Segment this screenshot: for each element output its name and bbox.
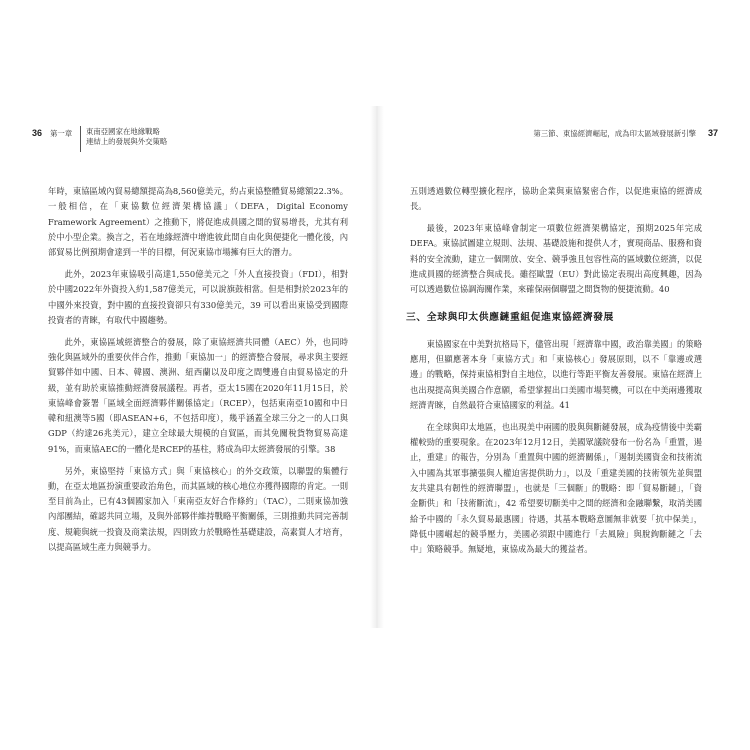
header-divider bbox=[80, 126, 81, 152]
book-title-line-1: 東南亞國家在地緣戰略 bbox=[86, 127, 160, 136]
right-body-text bbox=[406, 184, 702, 564]
left-body-text bbox=[48, 184, 348, 562]
paragraph: 在全球與印太地區，也出現美中兩國的股與與斷鏈發展，成為疫情後中美霸權較勁的重要現象。在2023年12月12日，美國眾議院發布一份名為「重置，遏止，重建」的報告，分別為「重置與中國的經濟關係」，「遏制美國資金和技術流入中國為其軍事擴張與人權迫害提供助力」，以及「重建美國的技術領先並與盟友共建具有韌性的經濟聯盟」，也就是「三個斷」的戰略：即「貿易斷鏈」，「資金斷供」和「技術斷流」，42 希望要切斷美中之間的經濟和金融聯繫，取消美國給予中國的「永久貿易最惠國」待遇，其基本戰略意圖無非就要「抗中保美」，降低中國崛起的競爭壓力，美國必須跟中國進行「去風險」與脫鉤斷鏈之「去中」策略競爭。無疑地，東協成為最大的獲益者。 bbox=[410, 421, 702, 555]
right-page-number: 37 bbox=[707, 128, 718, 138]
paragraph: 年時，東協區域內貿易總額提高為8,560億美元，約占東協整體貿易總額22.3%。一般相信，在「東協數位經濟架構協議」（DEFA，Digital Economy Framework Agreement）之推動下，將促進成員國之間的貿易增長，尤其有利於中小型企業。換言之，若在地緣經濟中增進彼此間自由化與便捷化一體化後，內部貿易比例預期會達到一半的目標，何況東協市場擁有巨大的潛力。 bbox=[48, 186, 348, 258]
paragraph: 另外，東協堅持「東協方式」與「東協核心」的外交政策，以聯盟的集體行動，在亞太地區扮演重要政治角色，而其區域的核心地位亦獲得國際的肯定。一則至目前為止，已有43個國家加入「東南亞友好合作條約」（TAC），二則東協加強內部團結，確認共同立場，及與外部夥伴維持戰略平衡關係，三則推動共同完善制度、規範與統一投資及商業法規，四則致力於戰略性基礎建設，高素質人才培育，以提高區域生產力與競爭力。 bbox=[48, 465, 348, 553]
book-title-line-2: 連結上的發展與外交策略 bbox=[86, 137, 168, 146]
section-heading: 三、全球與印太供應鏈重組促進東協經濟發展 bbox=[406, 311, 614, 323]
section-header-title: 第三節、東協經濟崛起，成為印太區域發展新引擎 bbox=[533, 129, 696, 138]
chapter-label: 第一章 bbox=[50, 129, 73, 138]
paragraph: 五則透過數位轉型擴化程序，協助企業與東協緊密合作，以促進東協的經濟成長。 bbox=[410, 186, 702, 212]
right-running-header bbox=[388, 126, 718, 162]
book-title bbox=[86, 127, 167, 147]
left-running-header bbox=[32, 126, 362, 162]
right-page bbox=[388, 106, 726, 628]
left-page-number: 36 bbox=[32, 128, 43, 138]
paragraph: 東協國家在中美對抗格局下，儘管出現「經濟靠中國，政治靠美國」的策略應用，但顯應著本身「東協方式」和「東協核心」發展原則，以不「靠邊或選邊」的戰略，保持東協相對自主地位，以進行等距平衡友善發展。東協在經濟上也出現提高與美國合作意願，希望掌握出口美國市場契機，可以在中美兩邊獲取經濟青睞，自然最符合東協國家的利益。41 bbox=[410, 338, 702, 411]
paragraph: 最後，2023年東協峰會制定一項數位經濟架構協定，預期2025年完成DEFA。東協試圖建立規則、法規、基礎設施和提供人才，實現商品、服務和資料的安全流動，建立一個開放、安全、競爭強且包容性高的區域數位經濟，以促進成員國的經濟整合與成長。雖徑歐盟（EU）對此協定表現出高度興趣，因為可以透過數位協調海關作業，來確保兩個聯盟之間貨物的便捷流動。40 bbox=[410, 223, 702, 295]
left-page bbox=[26, 106, 366, 628]
book-gutter bbox=[370, 106, 384, 628]
paragraph: 此外，東協區域經濟整合的發展，除了東協經濟共同體（AEC）外，也同時強化與區域外的重要伙伴合作，推動「東協加一」的經濟整合發展，尋求與主要經貿夥伴如中國、日本、韓國、澳洲、紐西蘭以及印度之間雙邊自由貿易協定的升級，並有助於東協推動經濟發展議程。再者，亞太15國在2020年11月15日，於東協峰會簽署「區域全面經濟夥伴關係協定」（RCEP），包括東南亞10國和中日韓和紐澳等5國（即ASEAN+6，不包括印度），幾乎涵蓋全球三分之一的人口與GDP（約達26兆美元），建立全球最大規模的自貿區，而其免關稅貨物貿易高達91%，而東協AEC的一體化是RCEP的基柱，將成為印太經濟發展的引擎。38 bbox=[48, 336, 348, 454]
paragraph: 此外，2023年東協吸引高達1,550億美元之「外人直接投資」（FDI），相對於中國2022年外資投入約1,587億美元，可以說旗鼓相當。但是相對於2023年的中國外來投資，對中國的直接投資卻只有330億美元，39 可以看出東協受到國際投資者的青睞，有取代中國趨勢。 bbox=[48, 268, 348, 325]
book-spread bbox=[26, 106, 726, 628]
